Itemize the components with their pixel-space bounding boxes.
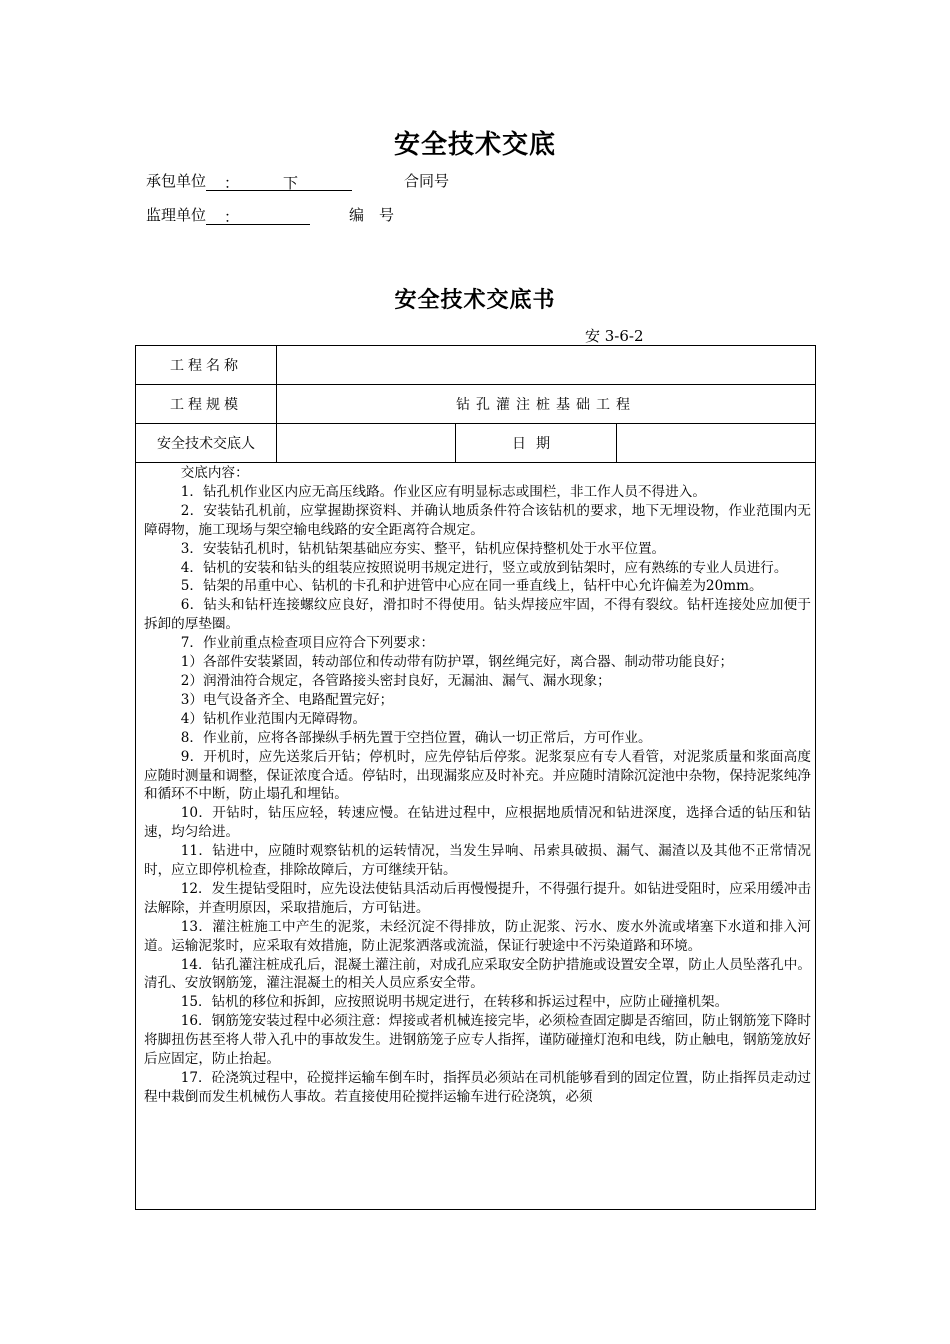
content-item: 16．钢筋笼安装过程中必须注意：焊接或者机械连接完毕，必须检查固定脚是否缩回，防止钢筋笼下降时将脚扭伤甚至将人带入孔中的事故发生。进钢筋笼子应专人指挥，谨防碰撞灯泡和电线，防止触电，钢筋笼放好后应固定，防止抬起。 [144, 1013, 811, 1068]
contractor-colon: ： [224, 174, 240, 192]
content-item: 1）各部件安装紧固，转动部位和传动带有防护罩，钢丝绳完好，离合器、制动带功能良好； [180, 654, 734, 671]
content-item: 11．钻进中，应随时观察钻机的运转情况，当发生异响、吊索具破损、漏气、漏渣以及其他不正常情况时，应立即停机检查，排除故障后，方可继续开钻。 [144, 843, 811, 879]
supervisor-row [146, 204, 310, 225]
content-cell [136, 463, 816, 1210]
document-title: 安全技术交底 [393, 130, 556, 160]
date-value [617, 424, 816, 463]
disclosure-person-value [277, 424, 456, 463]
project-scale-value: 钻孔灌注桩基础工程 [277, 385, 816, 424]
document-subtitle: 安全技术交底书 [394, 288, 556, 313]
content-item: 3．安装钻孔机时，钻机钻架基础应夯实、整平，钻机应保持整机处于水平位置。 [180, 540, 666, 557]
disclosure-content [136, 463, 815, 1209]
supervisor-colon: ： [224, 208, 240, 226]
content-item: 5．钻架的吊重中心、钻机的卡孔和护进管中心应在同一垂直线上，钻杆中心允许偏差为20mm。 [180, 578, 763, 595]
project-name-label: 工程名称 [136, 346, 277, 385]
project-scale-row [136, 385, 816, 424]
disclosure-form-table [135, 345, 816, 1210]
date-label: 日期 [456, 424, 617, 463]
contractor-label: 承包单位 [146, 172, 207, 190]
content-item: 12．发生提钻受阻时，应先设法使钻具活动后再慢慢提升，不得强行提升。如钻进受阻时，应采用缓冲击法解除，并查明原因，采取措施后，方可钻进。 [144, 880, 811, 916]
content-item: 8．作业前，应将各部操纵手柄先置于空挡位置，确认一切正常后，方可作业。 [180, 729, 652, 746]
contractor-value: 下 [283, 174, 299, 192]
content-item: 2．安装钻孔机前，应掌握勘探资料、并确认地质条件符合该钻机的要求，地下无埋设物，作业范围内无障碍物，施工现场与架空输电线路的安全距离符合规定。 [144, 502, 811, 538]
disclosure-person-label: 安全技术交底人 [136, 424, 277, 463]
content-row [136, 463, 816, 1210]
content-item: 3）电气设备齐全、电路配置完好； [180, 691, 394, 708]
content-item: 2）润滑油符合规定，各管路接头密封良好，无漏油、漏气、漏水现象； [180, 672, 611, 689]
content-item: 4．钻机的安装和钻头的组装应按照说明书规定进行，竖立或放到钻架时，应有熟练的专业人员进行。 [180, 559, 788, 576]
project-name-value [277, 346, 816, 385]
serial-no-label: 编 号 [349, 206, 395, 224]
contractor-underline [206, 172, 352, 191]
content-item: 10．开钻时，钻压应轻，转速应慢。在钻进过程中，应根据地质情况和钻进深度，选择合适的钻压和钻速，均匀给进。 [144, 805, 811, 841]
content-item: 15．钻机的移位和拆卸，应按照说明书规定进行，在转移和拆运过程中，应防止碰撞机架。 [180, 994, 729, 1011]
project-name-row [136, 346, 816, 385]
content-item: 13．灌注桩施工中产生的泥浆，未经沉淀不得排放，防止泥浆、污水、废水外流或堵塞下水道和排入河道。运输泥浆时，应采取有效措施，防止泥浆洒落或流溢，保证行驶途中不污染道路和环境。 [144, 918, 811, 954]
content-item: 9．开机时，应先送浆后开钻；停机时，应先停钻后停浆。泥浆泵应有专人看管，对泥浆质量和浆面高度应随时测量和调整，保证浓度合适。停钻时，出现漏浆应及时补充。并应随时清除沉淀池中杂物，保持泥浆纯净和循环不中断，防止塌孔和埋钻。 [144, 748, 811, 803]
content-item: 1．钻孔机作业区内应无高压线路。作业区应有明显标志或围栏，非工作人员不得进入。 [180, 483, 706, 500]
contract-no-label: 合同号 [404, 172, 450, 190]
form-code: 安 3-6-2 [585, 327, 644, 345]
content-heading: 交底内容： [180, 465, 249, 481]
project-scale-label: 工程规模 [136, 385, 277, 424]
content-item: 14．钻孔灌注桩成孔后，混凝土灌注前，对成孔应采取安全防护措施或设置安全罩，防止人员坠落孔中。清孔、安放钢筋笼，灌注混凝土的相关人员应系安全带。 [144, 956, 811, 992]
content-item: 17．砼浇筑过程中，砼搅拌运输车倒车时，指挥员必须站在司机能够看到的固定位置，防止指挥员走动过程中栽倒而发生机械伤人事故。若直接使用砼搅拌运输车进行砼浇筑，必须 [144, 1070, 811, 1105]
contractor-row [146, 170, 352, 191]
content-item: 7．作业前重点检查项目应符合下列要求： [180, 635, 435, 652]
content-item: 6．钻头和钻杆连接螺纹应良好，滑扣时不得使用。钻头焊接应牢固，不得有裂纹。钻杆连接处应加便于拆卸的厚垫圈。 [144, 597, 811, 633]
content-item: 4）钻机作业范围内无障碍物。 [180, 710, 367, 727]
supervisor-underline [206, 206, 310, 225]
person-date-row [136, 424, 816, 463]
supervisor-label: 监理单位 [146, 206, 207, 224]
